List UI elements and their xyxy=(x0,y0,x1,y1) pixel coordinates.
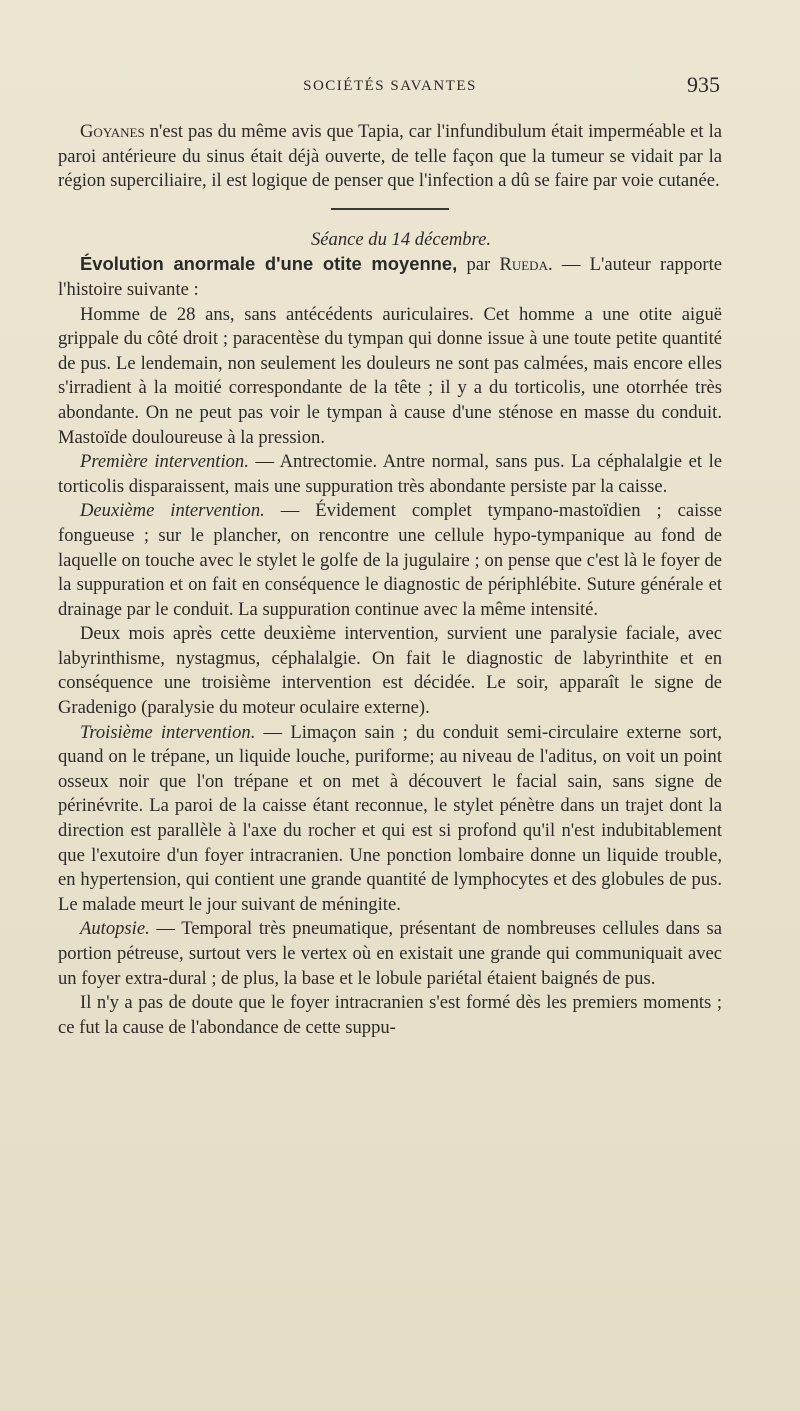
body-text xyxy=(58,120,722,1040)
article-author: Rueda xyxy=(499,254,548,276)
page-header xyxy=(60,72,720,102)
article-by: par xyxy=(457,254,500,276)
first-intervention-label: Première intervention. xyxy=(80,451,249,473)
page-number: 935 xyxy=(687,72,720,97)
third-intervention-label: Troisième intervention. xyxy=(80,721,256,743)
intro-author: Goyanes xyxy=(80,121,145,142)
running-title: SOCIÉTÉS SAVANTES xyxy=(303,78,477,94)
autopsy-label: Autopsie. xyxy=(80,918,150,940)
case-paragraph-1: Homme de 28 ans, sans antécédents auriculaires. Cet homme a une otite aiguë grippale du côté droit ; paracentèse du tympan qui donne issue à une toute petite quantité de pus. Le lendemain, non seulement les douleurs ne sont pas calmées, mais encore elles s'irradient à la moitié correspondante de la tête ; il y a du torticolis, une otorrhée très abondante. On ne peut pas voir le tympan à cause d'une sténose en masse du conduit. Mastoïde douloureuse à la pression. xyxy=(58,303,722,448)
section-divider xyxy=(331,208,449,210)
article-lead-paragraph xyxy=(58,252,722,302)
third-intervention-text: — Limaçon sain ; du conduit semi-circulaire externe sort, quand on le trépane, un liquide louche, puriforme; au niveau de l'aditus, on voit un point osseux noir que l'on trépane et on met à découvert le facial sain, sans signe de périnévrite. La paroi de la caisse étant reconnue, le stylet pénètre dans un trajet dont la direction est parallèle à l'axe du rocher et qui est si profond qu'il n'est indubitablement que l'exutoire d'un foyer intracranien. Une ponction lombaire donne un liquide trouble, en hypertension, qui contient une grande quantité de lymphocytes et des globules de pus. Le malade meurt le jour suivant de méningite. xyxy=(58,721,723,915)
case-paragraph-4: Deux mois après cette deuxième intervention, survient une paralysie faciale, avec labyrinthisme, nystagmus, céphalalgie. On fait le diagnostic de labyrinthite et en conséquence une troisième intervention est décidée. Le soir, apparaît le signe de Gradenigo (paralysie du moteur oculaire externe). xyxy=(58,623,722,719)
case-paragraph-5 xyxy=(58,721,722,918)
intro-text: n'est pas du même avis que Tapia, car l'infundibulum était imperméable et la paroi antérieure du sinus était déjà ouverte, de telle façon que la tumeur se vidait par la région superciliaire, il est logique de penser que l'infection a dû se faire par voie cutanée. xyxy=(58,121,722,192)
case-paragraph-2 xyxy=(58,450,722,499)
case-paragraph-3 xyxy=(58,499,722,622)
case-paragraph-7: Il n'y a pas de doute que le foyer intracranien s'est formé dès les premiers moments ; ce fut la cause de l'abondance de cette suppu- xyxy=(58,992,722,1038)
second-intervention-text: — Évidement complet tympano-mastoïdien ; caisse fongueuse ; sur le plancher, on rencontre une cellule hypo-tympanique au fond de laquelle on touche avec le stylet le golfe de la jugulaire ; on pense que c'est là le foyer de la suppuration et on fait en conséquence le diagnostic de périphlébite. Suture générale et drainage par le conduit. La suppuration continue avec la même intensité. xyxy=(58,500,723,620)
article-title: Évolution anormale d'une otite moyenne, xyxy=(80,253,458,275)
autopsy-text: — Temporal très pneumatique, présentant de nombreuses cellules dans sa portion pétreuse, surtout vers le vertex où en existait une grande qui communiquait avec un foyer extra-dural ; de plus, la base et le lobule pariétal étaient baignés de pus. xyxy=(58,918,722,989)
session-heading: Séance du 14 décembre. xyxy=(310,228,491,250)
second-intervention-label: Deuxième intervention. xyxy=(80,500,265,522)
intro-paragraph xyxy=(58,120,722,194)
article-lead: . — L'auteur rapporte l'histoire suivante : xyxy=(58,254,722,300)
case-paragraph-6 xyxy=(58,917,722,991)
first-intervention-text: — Antrectomie. Antre normal, sans pus. La céphalalgie et le torticolis disparaissent, mais une suppuration très abondante persiste par la caisse. xyxy=(58,451,722,497)
